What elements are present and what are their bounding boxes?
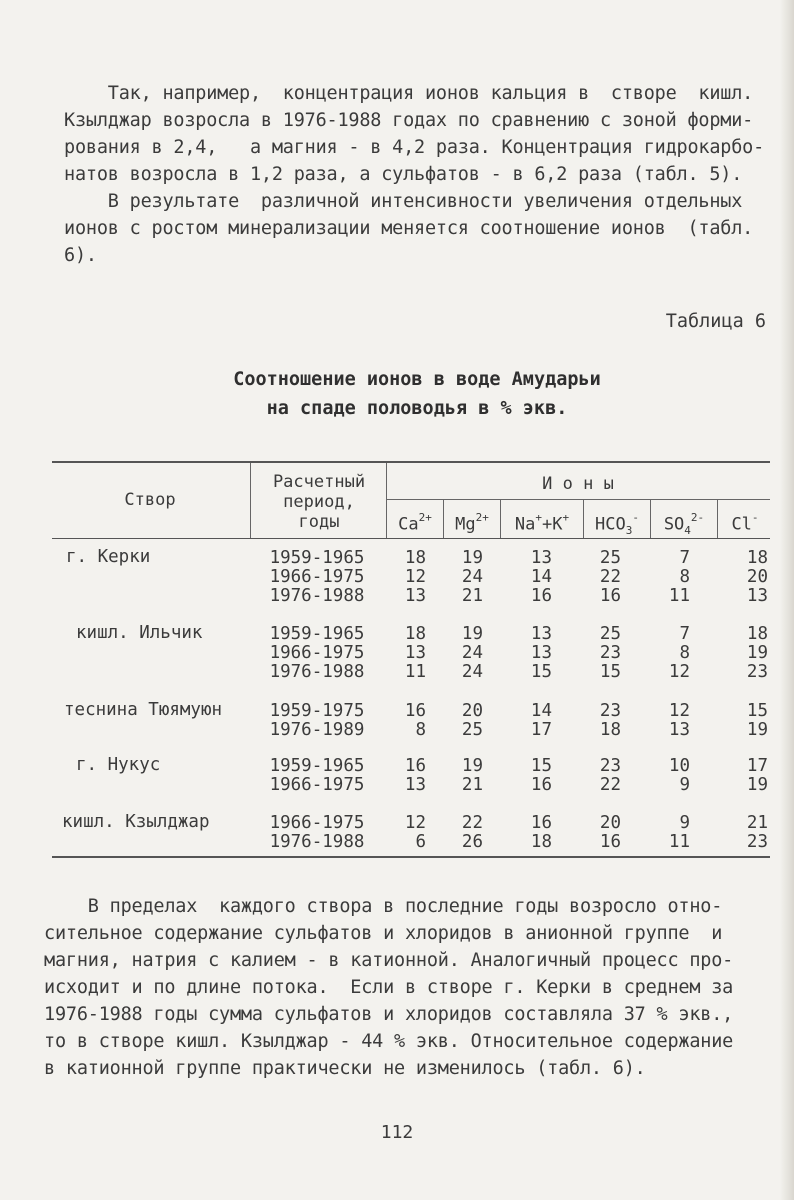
- periods: 1966-1975 1976-1988: [269, 813, 365, 852]
- values-mg: 19 24 21: [461, 548, 483, 606]
- values-na-k: 13 13 15: [530, 624, 552, 682]
- values-cl: 18 19 23: [746, 624, 768, 682]
- values-na-k: 14 17: [530, 701, 552, 740]
- header-period-3: годы: [298, 512, 340, 532]
- values-cl: 17 19: [746, 756, 768, 795]
- paragraph-intro: Так, например, концентрация ионов кальция в створе кишл. Кзылджар возросла в 1976-1988 годах по сравнению с зоной форми- рования в 2,4, а магния - в 4,2 раза. Концентрация гидрокарбо- натов возросла в 1,2 раза, а сульфатов - в 6,2 раза (табл. 5). В результате различной интенсивности увеличения отдельных ионов с ростом минерализации меняется соотношение ионов (табл. 6).: [64, 83, 765, 266]
- column-divider: [717, 499, 718, 538]
- column-divider: [443, 499, 444, 538]
- page-number: 112: [380, 1122, 414, 1143]
- values-so4: 12 13: [668, 701, 690, 740]
- header-cl: Cl-: [731, 511, 759, 535]
- paragraph-conclusion: В пределах каждого створа в последние годы возросло отно- сительное содержание сульфатов и хлоридов в анионной группе и магния, натрия с калием - в катионной. Аналогичный процесс про- исходит и по длине потока. Если в створе г. Керки в среднем за 1976-1988 годы сумма сульфатов и хлоридов составляла 37 % экв., то в створе кишл. Кзылджар - 44 % экв. Относительное содержание в катионной группе практически не изменилось (табл. 6).: [44, 896, 734, 1079]
- values-na-k: 13 14 16: [530, 548, 552, 606]
- station-name: теснина Тюямуюн: [64, 700, 223, 720]
- column-divider: [500, 499, 501, 538]
- values-hco3: 25 22 16: [599, 548, 621, 606]
- periods: 1959-1975 1976-1989: [269, 701, 365, 740]
- station-name: г. Керки: [66, 547, 151, 567]
- table-title-line-2: на спаде половодья в % экв.: [266, 398, 568, 419]
- values-hco3: 25 23 15: [599, 624, 621, 682]
- values-hco3: 20 16: [599, 813, 621, 852]
- values-so4: 9 11: [668, 813, 690, 852]
- values-ca: 12 6: [404, 813, 426, 852]
- values-na-k: 15 16: [530, 756, 552, 795]
- values-ca: 16 8: [404, 701, 426, 740]
- values-so4: 7 8 12: [668, 624, 690, 682]
- values-ca: 16 13: [404, 756, 426, 795]
- table-top-rule: [52, 461, 770, 463]
- header-ca: $Ca^{2+}$: [398, 511, 432, 535]
- header-period-1: Расчетный: [272, 472, 366, 492]
- values-mg: 20 25: [461, 701, 483, 740]
- values-na-k: 16 18: [530, 813, 552, 852]
- values-ca: 18 13 11: [404, 624, 426, 682]
- values-mg: 22 26: [461, 813, 483, 852]
- header-so4: $SO_4^{2-}$: [663, 511, 705, 538]
- station-name: г. Нукус: [76, 755, 161, 775]
- periods: 1959-1965 1966-1975 1976-1988: [269, 624, 365, 682]
- values-ca: 18 12 13: [404, 548, 426, 606]
- table-title-line-1: Соотношение ионов в воде Амударьи: [233, 369, 601, 390]
- header-mg: $Mg^{2+}$: [455, 511, 489, 535]
- periods: 1959-1965 1966-1975 1976-1988: [269, 548, 365, 606]
- header-na-k: Na++K+: [514, 511, 570, 535]
- values-cl: 18 20 13: [746, 548, 768, 606]
- values-so4: 10 9: [668, 756, 690, 795]
- station-name: кишл. Кзылджар: [62, 812, 210, 832]
- values-hco3: 23 22: [599, 756, 621, 795]
- values-cl: 21 23: [746, 813, 768, 852]
- values-hco3: 23 18: [599, 701, 621, 740]
- column-divider: [583, 499, 584, 538]
- values-mg: 19 21: [461, 756, 483, 795]
- header-station: Створ: [124, 490, 176, 510]
- table-caption: Таблица 6: [665, 311, 766, 332]
- column-divider: [650, 499, 651, 538]
- values-mg: 19 24 24: [461, 624, 483, 682]
- page-edge-shadow: [780, 0, 794, 1200]
- header-ions: И о н ы: [542, 474, 614, 494]
- table-bottom-rule: [52, 856, 770, 858]
- header-period-2: период,: [283, 492, 355, 512]
- periods: 1959-1965 1966-1975: [269, 756, 365, 795]
- header-hco3: $HCO_3^-$: [595, 511, 639, 538]
- station-name: кишл. Ильчик: [76, 623, 203, 643]
- values-so4: 7 8 11: [668, 548, 690, 606]
- column-divider: [250, 463, 251, 538]
- values-cl: 15 19: [746, 701, 768, 740]
